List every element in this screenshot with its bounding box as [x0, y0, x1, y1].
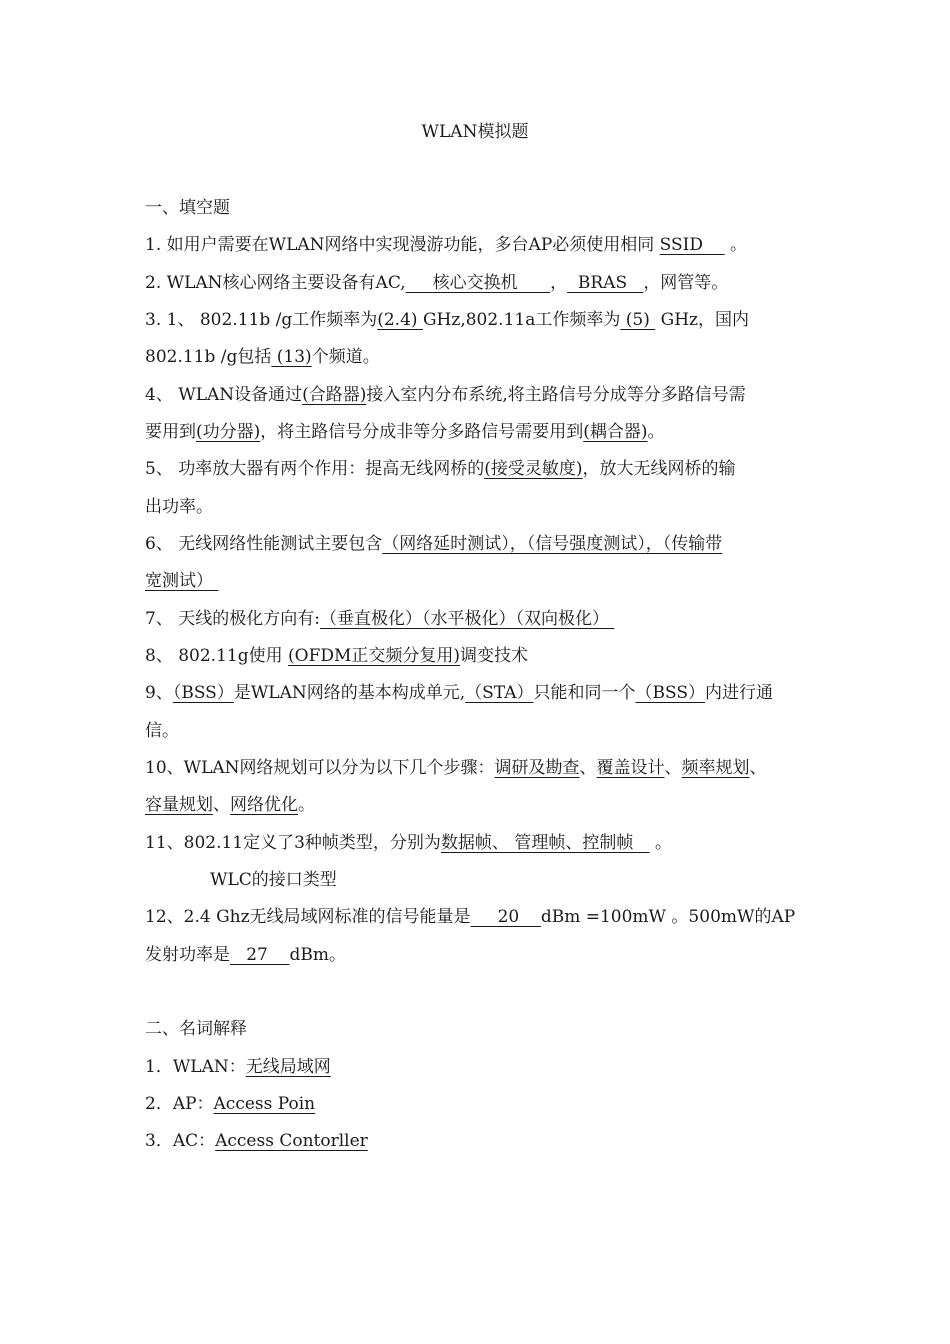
q2-text-a: 2. WLAN核心网络主要设备有AC,: [145, 273, 406, 293]
question-6-cont: [145, 569, 810, 593]
q3-text-c: GHz，国内: [655, 310, 749, 330]
q4b-text-c: 。: [647, 422, 665, 442]
q10-answer-1: 调研及勘查: [494, 758, 580, 778]
q8-answer: (OFDM正交频分复用): [288, 646, 461, 666]
q4-text-a: 4、 WLAN设备通过: [145, 385, 303, 405]
q12-text-a: 12、2.4 Ghz无线局域网标准的信号能量是: [145, 907, 471, 927]
q3b-answer: (13): [271, 347, 312, 367]
q4b-answer-2: (耦合器): [583, 422, 648, 442]
q3-text-a: 3. 1、 802.11b /g工作频率为: [145, 310, 378, 330]
q3-text-b: GHz,802.11a工作频率为: [422, 310, 621, 330]
question-5-cont: 出功率。: [145, 497, 213, 517]
wlc-interface-heading: WLC的接口类型: [210, 870, 337, 890]
term-3: [145, 1129, 810, 1153]
q2-answer-2: BRAS: [567, 273, 644, 293]
question-4-cont: [145, 420, 810, 444]
q10-answer-3: 频率规划: [681, 758, 750, 778]
q12b-text-a: 发射功率是: [145, 945, 230, 965]
q12-text-b: dBm =100mW 。500mW的AP: [540, 907, 796, 927]
q12-answer: 20: [470, 907, 541, 927]
q9-text-b: 是WLAN网络的基本构成单元,: [233, 683, 466, 703]
question-3: [145, 308, 810, 332]
q7-answer: （垂直极化）（水平极化）（双向极化）: [319, 609, 615, 629]
q3-answer-1: (2.4): [377, 310, 423, 330]
q5-answer: (接受灵敏度): [484, 459, 583, 479]
q10b-text-b: 。: [298, 795, 315, 815]
question-10-cont: [145, 793, 810, 817]
question-5: [145, 457, 810, 481]
question-12-cont: [145, 943, 810, 967]
q9-text-d: 内进行通: [705, 683, 773, 703]
q9-answer-1: （BSS）: [172, 683, 234, 703]
q3-answer-2: (5): [620, 310, 656, 330]
t3-answer: Access Contorller: [215, 1131, 368, 1151]
q7-text-a: 7、 天线的极化方向有:: [145, 609, 320, 629]
q10b-answer-2: 网络优化: [230, 795, 298, 815]
q12b-text-b: dBm。: [289, 945, 346, 965]
q11-answer: 数据帧、 管理帧、控制帧: [440, 833, 650, 853]
q9-text-c: 只能和同一个: [533, 683, 636, 703]
q12b-answer: 27: [230, 945, 290, 965]
q3b-text-a: 802.11b /g包括: [145, 347, 272, 367]
question-4: [145, 383, 810, 407]
q2-text-c: ，网管等。: [643, 273, 729, 293]
q2-answer-1: 核心交换机: [405, 273, 551, 293]
t1-answer: 无线局域网: [245, 1057, 331, 1077]
question-8: [145, 644, 810, 668]
question-2: [145, 271, 810, 295]
question-1: [145, 233, 810, 257]
q4-text-b: 接入室内分布系统,将主路信号分成等分多路信号需: [366, 385, 746, 405]
q9-answer-2: （STA）: [465, 683, 534, 703]
q6-text-a: 6、 无线网络性能测试主要包含: [145, 534, 383, 554]
q9-text-a: 9、: [145, 683, 173, 703]
q11-text-a: 11、802.11定义了3种帧类型，分别为: [145, 833, 441, 853]
question-10: [145, 756, 810, 780]
q10-text-d: 、: [749, 758, 767, 778]
q10-text-b: 、: [579, 758, 597, 778]
q4b-text-a: 要用到: [145, 422, 196, 442]
question-7: [145, 607, 810, 631]
q5-text-b: ，放大无线网桥的输: [582, 459, 736, 479]
section-heading-fill-in: 一、填空题: [145, 198, 230, 218]
t2-answer: Access Poin: [213, 1094, 316, 1114]
q10b-answer-1: 容量规划: [145, 795, 213, 815]
t2-label: 2．AP：: [145, 1094, 214, 1114]
q9-answer-3: （BSS）: [635, 683, 705, 703]
q4b-text-b: ，将主路信号分成非等分多路信号需要用到: [260, 422, 584, 442]
q2-text-b: ，: [550, 273, 568, 293]
term-1: [145, 1055, 810, 1079]
q10-answer-2: 覆盖设计: [596, 758, 665, 778]
q4-answer: (合路器): [302, 385, 367, 405]
t1-label: 1．WLAN：: [145, 1057, 246, 1077]
question-9: [145, 681, 810, 705]
q10b-text-a: 、: [213, 795, 230, 815]
question-3-cont: [145, 345, 810, 369]
q10-text-a: 10、WLAN网络规划可以分为以下几个步骤：: [145, 758, 495, 778]
q6b-answer: 宽测试）: [145, 571, 219, 591]
q1-text-a: 1. 如用户需要在WLAN网络中实现漫游功能，多台AP必须使用相同: [145, 235, 660, 255]
q6-answer: （网络延时测试），（信号强度测试），（传输带: [382, 534, 723, 554]
q4b-answer-1: (功分器): [196, 422, 261, 442]
q1-text-b: 。: [724, 235, 748, 255]
q3b-text-b: 个频道。: [311, 347, 380, 367]
q11-text-b: 。: [649, 833, 672, 853]
q10-text-c: 、: [664, 758, 682, 778]
question-12: [145, 905, 810, 929]
q5-text-a: 5、 功率放大器有两个作用：提高无线网桥的: [145, 459, 485, 479]
question-6: [145, 532, 810, 556]
q1-answer: SSID: [659, 235, 725, 255]
q8-text-a: 8、 802.11g使用: [145, 646, 288, 666]
question-11: [145, 831, 810, 855]
section-heading-terms: 二、名词解释: [145, 1019, 247, 1039]
t3-label: 3．AC：: [145, 1131, 216, 1151]
term-2: [145, 1092, 810, 1116]
question-9-cont: 信。: [145, 721, 179, 741]
page-title: WLAN模拟题: [421, 122, 529, 142]
q8-text-b: 调变技术: [460, 646, 529, 666]
